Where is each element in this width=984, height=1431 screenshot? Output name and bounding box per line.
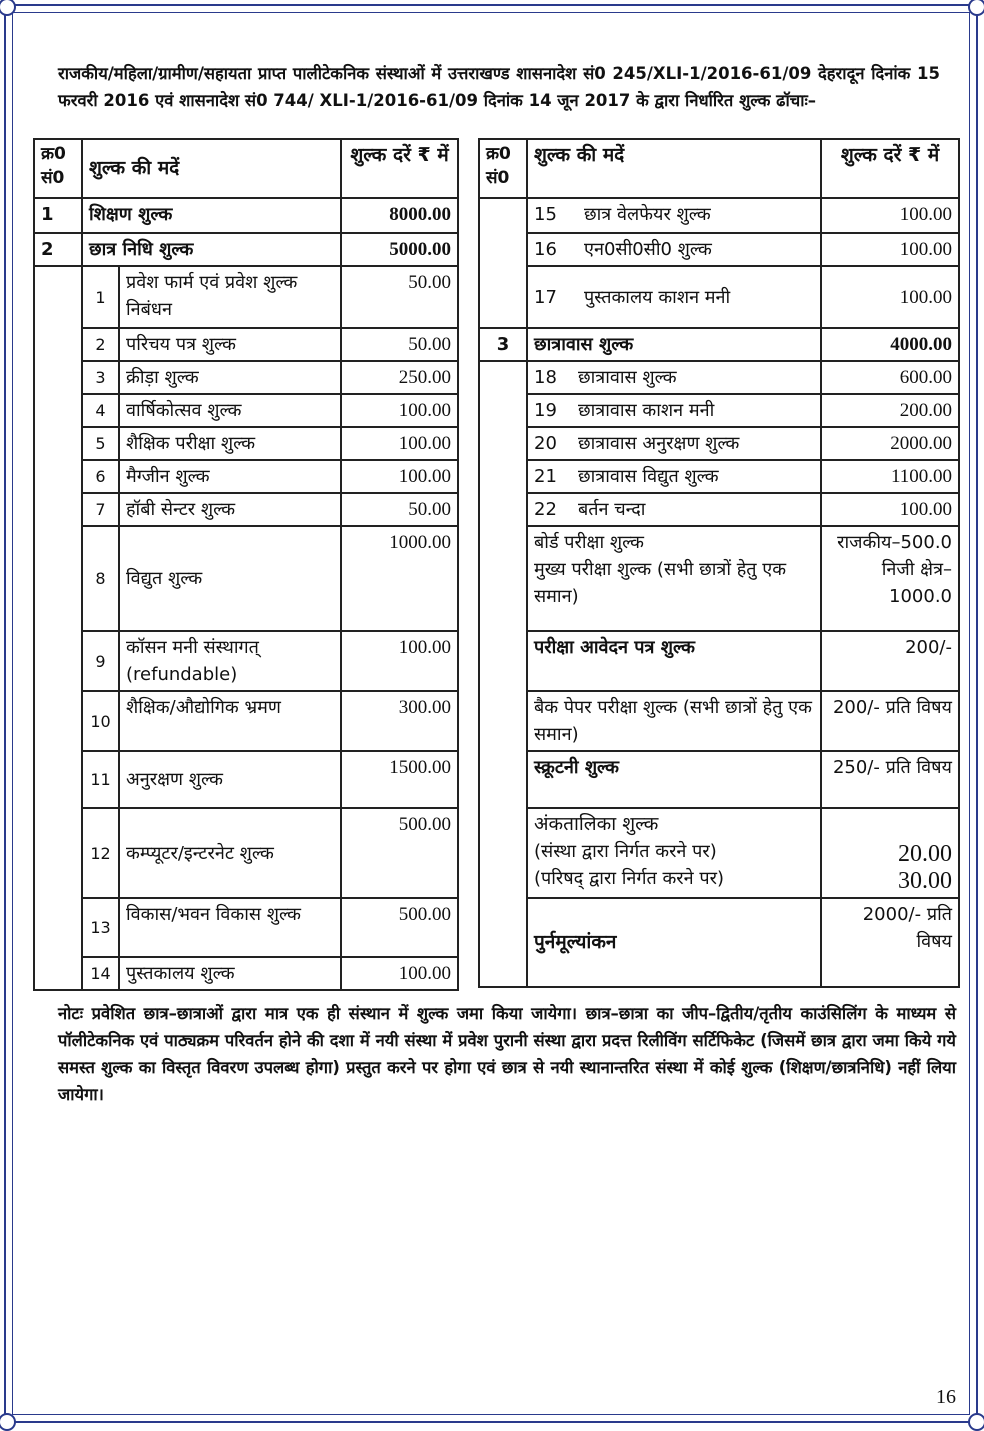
sub-item [527,460,821,493]
sub-rate: 100.00 [821,198,959,233]
row-rate: 8000.00 [341,198,458,233]
board-exam-rate [821,526,959,631]
sub-sn: 18 [534,367,557,388]
sub-item: विकास/भवन विकास शुल्क [119,898,341,957]
sub-item [527,233,821,266]
header-sn: क्र0 सं0 [34,139,82,198]
sub-rate: 500.00 [341,898,458,957]
scrutiny-fee: स्क्रूटनी शुल्क [527,751,821,808]
header-item: शुल्क की मदें [82,139,341,198]
main-exam-label: मुख्य परीक्षा शुल्क [534,559,652,580]
back-paper-rate: 200/- प्रति विषय [821,691,959,751]
sub-item [527,361,821,394]
sub-rate: 100.00 [341,394,458,427]
sub-item: अनुरक्षण शुल्क [119,751,341,808]
sub-rate: 1100.00 [821,460,959,493]
sub-item [527,493,821,526]
sub-sn: 4 [82,394,119,427]
sub-label: छात्रावास शुल्क [578,367,677,388]
sub-label: एन0सी0सी0 शुल्क [584,239,712,260]
sub-sn: 1 [82,266,119,328]
marksheet-line1: (संस्था द्वारा निर्गत करने पर) [534,841,717,862]
header-sn: क्र0 सं0 [479,139,527,198]
marksheet-rate1: 20.00 [898,841,952,867]
board-exam-fee [527,526,821,631]
sub-item [527,266,821,328]
sub-sn: 2 [82,328,119,361]
sub-item: शैक्षिक/औद्योगिक भ्रमण [119,691,341,751]
sub-label: छात्रावास अनुरक्षण शुल्क [578,433,740,454]
marksheet-line2: (परिषद् द्वारा निर्गत करने पर) [534,868,724,889]
fee-table-right [478,138,960,988]
header-rate: शुल्क दरें ₹ में [821,139,959,198]
row-rate: 5000.00 [341,233,458,266]
sub-item: परिचय पत्र शुल्क [119,328,341,361]
sub-rate: 100.00 [341,957,458,990]
sub-sn: 10 [82,691,119,751]
row-sn: 2 [34,233,82,266]
row-item: छात्र निधि शुल्क [82,233,341,266]
sub-rate: 100.00 [821,233,959,266]
sub-item [527,394,821,427]
sub-item: विद्युत शुल्क [119,526,341,631]
back-paper-label: बैक पेपर परीक्षा शुल्क [534,697,678,718]
corner-ornament [0,1413,16,1431]
sub-sn: 15 [534,204,557,225]
sub-sn: 3 [82,361,119,394]
sub-item: वार्षिकोत्सव शुल्क [119,394,341,427]
revaluation-fee: पुर्नमूल्यांकन [527,898,821,987]
group-spacer [479,361,527,987]
sub-sn: 12 [82,808,119,898]
back-paper-fee [527,691,821,751]
sub-item: क्रीड़ा शुल्क [119,361,341,394]
sub-rate: 600.00 [821,361,959,394]
sub-rate: 50.00 [341,328,458,361]
private-rate: निजी क्षेत्र–1000.0 [881,559,952,607]
sub-sn: 6 [82,460,119,493]
sub-item: कॉसन मनी संस्थागत् (refundable) [119,631,341,691]
sub-sn: 20 [534,433,557,454]
sub-item: शैक्षिक परीक्षा शुल्क [119,427,341,460]
sub-sn: 19 [534,400,557,421]
sub-label: छात्र वेलफेयर शुल्क [584,204,711,225]
sub-item [527,198,821,233]
sub-rate: 300.00 [341,691,458,751]
sub-rate: 250.00 [341,361,458,394]
sub-label: छात्रावास काशन मनी [578,400,715,421]
sub-rate: 1500.00 [341,751,458,808]
sub-item: हॉबी सेन्टर शुल्क [119,493,341,526]
sub-sn: 9 [82,631,119,691]
main-exam-note: (सभी छात्रों हेतु एक समान) [534,559,787,607]
group-spacer [479,198,527,328]
revaluation-rate: 2000/- प्रति विषय [821,898,959,987]
sub-sn: 17 [534,286,557,308]
sub-sn: 5 [82,427,119,460]
group-spacer [34,266,82,990]
sub-rate: 100.00 [341,460,458,493]
note-paragraph: नोटः प्रवेशित छात्र–छात्राओं द्वारा मात्र एक ही संस्थान में शुल्क जमा किया जायेगा। छात्र–छात्रा का जीप–द्वितीय/तृतीय काउंसिलिंग के माध्यम से पॉलीटेकनिक एवं पाठ्यक्रम परिवर्तन होने की दशा में नयी संस्था में प्रवेश पुरानी संस्था द्वारा प्रदत्त रिलीविंग सर्टिफिकेट (जिसमें छात्र द्वारा जमा किये गये समस्त शुल्क का विस्तृत विवरण उपलब्ध होगा) प्रस्तुत करने पर होगा एवं छात्र से नयी स्थानान्तरित संस्था में कोई शुल्क (शिक्षण/छात्रनिधि) नहीं लिया जायेगा। [58,1004,956,1104]
row-sn: 3 [479,328,527,361]
marksheet-rate2: 30.00 [898,868,952,894]
scrutiny-rate: 250/- प्रति विषय [821,751,959,808]
board-exam-title: बोर्ड परीक्षा शुल्क [534,532,645,553]
corner-ornament [968,0,984,16]
sub-sn: 21 [534,466,557,487]
sub-rate: 2000.00 [821,427,959,460]
fee-table-left [33,138,459,991]
sub-label: बर्तन चन्दा [578,499,646,520]
sub-label: छात्रावास विद्युत शुल्क [578,466,719,487]
sub-rate: 50.00 [341,493,458,526]
back-paper-note: (सभी छात्रों हेतु एक समान) [534,697,812,745]
sub-sn: 22 [534,499,557,520]
application-fee: परीक्षा आवेदन पत्र शुल्क [527,631,821,691]
sub-sn: 11 [82,751,119,808]
sub-rate: 50.00 [341,266,458,328]
sub-sn: 14 [82,957,119,990]
intro-paragraph: राजकीय/महिला/ग्रामीण/सहायता प्राप्त पालीटेकनिक संस्थाओं में उत्तराखण्ड शासनादेश सं0 245/XLI-1/2016-61/09 देहरादून दिनांक 15 फरवरी 2016 एवं शासनादेश सं0 744/ XLI-1/2016-61/09 दिनांक 14 जून 2017 के द्वारा निर्धारित शुल्क ढॉचाः– [58,64,940,110]
sub-rate: 100.00 [341,631,458,691]
sub-item: कम्प्यूटर/इन्टरनेट शुल्क [119,808,341,898]
marksheet-fee [527,808,821,898]
sub-item: पुस्तकालय शुल्क [119,957,341,990]
sub-label: पुस्तकालय काशन मनी [584,286,731,308]
sub-sn: 16 [534,239,557,260]
sub-item: प्रवेश फार्म एवं प्रवेश शुल्क निबंधन [119,266,341,328]
sub-rate: 100.00 [821,266,959,328]
sub-sn: 8 [82,526,119,631]
page-number: 16 [936,1386,956,1408]
sub-rate: 200.00 [821,394,959,427]
corner-ornament [968,1413,984,1431]
marksheet-rate [821,808,959,898]
sub-rate: 100.00 [821,493,959,526]
row-item: छात्रावास शुल्क [527,328,821,361]
sub-item [527,427,821,460]
row-item: शिक्षण शुल्क [82,198,341,233]
govt-rate: राजकीय–500.0 [837,532,952,553]
header-item: शुल्क की मदें [527,139,821,198]
marksheet-title: अंकतालिका शुल्क [534,813,659,835]
application-rate: 200/- [821,631,959,691]
sub-rate: 100.00 [341,427,458,460]
row-sn: 1 [34,198,82,233]
sub-item: मैग्जीन शुल्क [119,460,341,493]
sub-sn: 7 [82,493,119,526]
sub-rate: 1000.00 [341,526,458,631]
row-rate: 4000.00 [821,328,959,361]
sub-sn: 13 [82,898,119,957]
sub-rate: 500.00 [341,808,458,898]
header-rate: शुल्क दरें ₹ में [341,139,458,198]
